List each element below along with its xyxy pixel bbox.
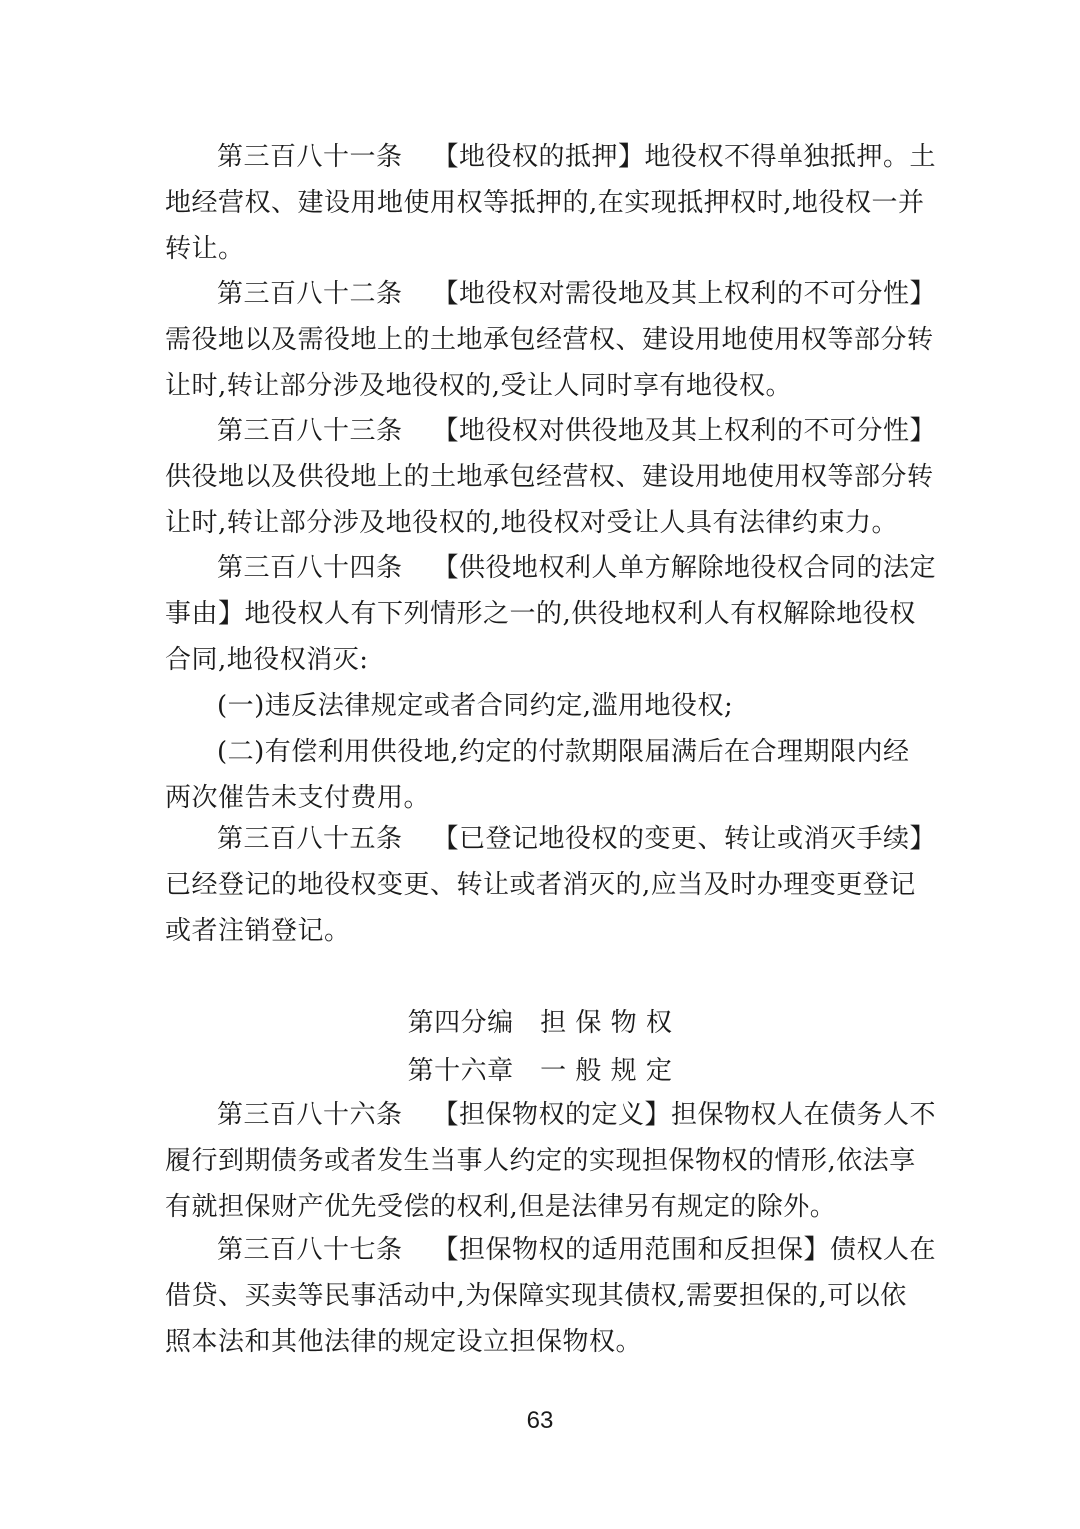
article-number: 第三百八十六条: [217, 1100, 403, 1130]
article-first-line: [217, 414, 936, 448]
article-text-line: 履行到期债务或者发生当事人约定的实现担保物权的情形,依法享: [165, 1146, 916, 1176]
article-number: 第三百八十七条: [217, 1235, 403, 1265]
article-number: 第三百八十五条: [217, 824, 403, 854]
article-title: 【地役权的抵押】: [432, 142, 645, 172]
article-text-line: 借贷、买卖等民事活动中,为保障实现其债权,需要担保的,可以依: [165, 1281, 907, 1311]
article-text-line: 供役地以及供役地上的土地承包经营权、建设用地使用权等部分转: [165, 462, 934, 492]
article-title: 【已登记地役权的变更、转让或消灭手续】: [432, 824, 937, 854]
article-text-line: 合同,地役权消灭:: [165, 645, 369, 675]
article-first-line: [217, 822, 936, 856]
list-item-2-continued: 两次催告未支付费用。: [165, 783, 431, 813]
article-first-line: [217, 277, 936, 311]
article-text-line: 让时,转让部分涉及地役权的,地役权对受让人具有法律约束力。: [165, 508, 899, 538]
article-text: 地役权不得单独抵押。土: [644, 142, 937, 172]
chapter-heading: 第十六章 一 般 规 定: [407, 1056, 673, 1086]
article-first-line: [217, 1098, 936, 1132]
article-text-line: 照本法和其他法律的规定设立担保物权。: [165, 1327, 643, 1357]
article-number: 第三百八十四条: [217, 553, 403, 583]
page-number: 63: [526, 1407, 554, 1434]
article-number: 第三百八十一条: [217, 142, 403, 172]
article-text: 担保物权人在债务人不: [671, 1100, 937, 1130]
article-text-line: 或者注销登记。: [165, 916, 351, 946]
article-text: 债权人在: [830, 1235, 937, 1265]
article-first-line: [217, 551, 936, 585]
list-item-1: (一)违反法律规定或者合同约定,滥用地役权;: [217, 691, 734, 721]
article-title: 【地役权对需役地及其上权利的不可分性】: [432, 279, 937, 309]
article-text-line: 转让。: [165, 234, 245, 264]
list-item-2: (二)有偿利用供役地,约定的付款期限届满后在合理期限内经: [217, 737, 910, 767]
part-heading: 第四分编 担 保 物 权: [407, 1008, 673, 1038]
article-number: 第三百八十二条: [217, 279, 403, 309]
article-text-line: 地经营权、建设用地使用权等抵押的,在实现抵押权时,地役权一并: [165, 188, 925, 218]
article-first-line: [217, 1233, 936, 1267]
article-text-line: 事由】地役权人有下列情形之一的,供役地权利人有权解除地役权: [165, 599, 916, 629]
article-title: 【担保物权的适用范围和反担保】: [432, 1235, 831, 1265]
article-text-line: 已经登记的地役权变更、转让或者消灭的,应当及时办理变更登记: [165, 870, 916, 900]
article-title: 【供役地权利人单方解除地役权合同的法定: [432, 553, 937, 583]
article-number: 第三百八十三条: [217, 416, 403, 446]
article-title: 【担保物权的定义】: [432, 1100, 672, 1130]
article-title: 【地役权对供役地及其上权利的不可分性】: [432, 416, 937, 446]
article-text-line: 有就担保财产优先受偿的权利,但是法律另有规定的除外。: [165, 1192, 837, 1222]
article-text-line: 让时,转让部分涉及地役权的,受让人同时享有地役权。: [165, 371, 793, 401]
article-text-line: 需役地以及需役地上的土地承包经营权、建设用地使用权等部分转: [165, 325, 934, 355]
article-first-line: [217, 140, 936, 174]
